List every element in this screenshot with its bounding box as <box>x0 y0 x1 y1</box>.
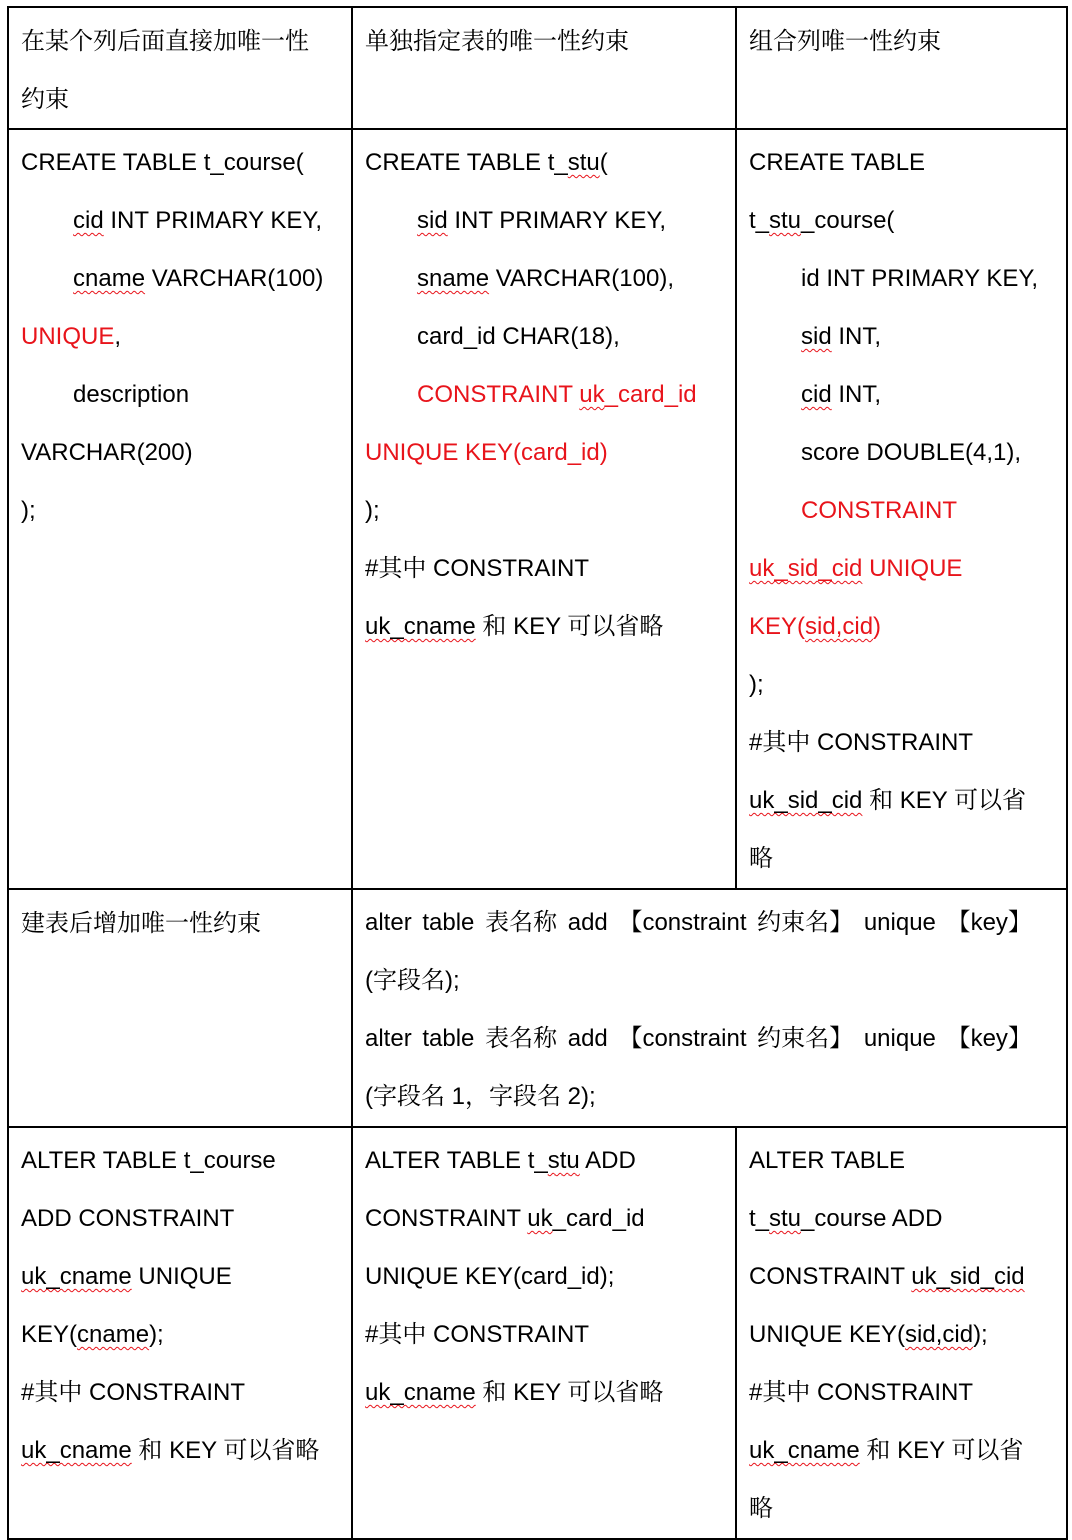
create-code-cell-3 <box>736 129 1067 889</box>
spellcheck-word: uk_cname <box>365 613 476 640</box>
code-line-highlight <box>365 366 725 424</box>
highlight-keyword: _card_id <box>604 381 697 408</box>
spellcheck-word: stu <box>547 1147 580 1174</box>
row-label: 建表后增加唯一性约束 <box>21 909 261 937</box>
spellcheck-word: stu <box>567 149 600 176</box>
code-text: ALTER TABLE t_ <box>365 1147 548 1174</box>
code-line: VARCHAR(200) <box>21 439 193 466</box>
highlight-keyword: KEY( <box>749 613 806 640</box>
header-cell-table-unique <box>352 7 736 129</box>
create-code-cell-1 <box>8 129 352 889</box>
spellcheck-word: uk <box>527 1205 553 1232</box>
code-line <box>21 192 341 250</box>
code-comment <box>365 1364 725 1422</box>
code-line <box>749 1306 1056 1364</box>
alter-syntax-row <box>8 889 1067 1127</box>
code-comment: #其中 CONSTRAINT <box>365 1321 590 1348</box>
code-line: card_id CHAR(18), <box>417 323 620 350</box>
alter-code-cell-3 <box>736 1127 1067 1539</box>
code-comment <box>21 1422 341 1480</box>
syntax-line: (字段名 1，字段名 2); <box>365 1083 596 1110</box>
code-comment <box>749 772 1056 830</box>
spellcheck-word: uk_cname <box>21 1437 132 1464</box>
spellcheck-word: uk_sid_cid <box>911 1263 1025 1290</box>
code-comment: 略 <box>749 845 773 872</box>
spellcheck-word: cid <box>73 207 104 234</box>
spellcheck-word: sid,cid <box>905 1321 974 1348</box>
code-text: _course ADD <box>801 1205 943 1232</box>
code-line: CREATE TABLE <box>749 149 926 176</box>
code-line <box>749 366 1056 424</box>
code-line <box>749 192 1056 250</box>
code-text: ADD <box>579 1147 636 1174</box>
code-comment: #其中 CONSTRAINT <box>21 1379 246 1406</box>
spellcheck-word: uk_cname <box>749 1437 860 1464</box>
code-text: INT, <box>831 381 882 408</box>
code-line: CREATE TABLE t_course( <box>21 149 304 176</box>
code-text: INT PRIMARY KEY, <box>447 207 666 234</box>
alter-syntax-cell <box>352 889 1067 1127</box>
code-text: CREATE TABLE t_ <box>365 149 568 176</box>
code-line: description <box>73 381 190 408</box>
spellcheck-word: cid <box>801 381 832 408</box>
code-line <box>749 308 1056 366</box>
code-line-highlight <box>749 540 1056 598</box>
spellcheck-word: cname <box>77 1321 150 1348</box>
spellcheck-word: uk_sid_cid <box>749 787 863 814</box>
header-text: 组合列唯一性约束 <box>749 27 941 55</box>
code-line <box>21 250 341 308</box>
highlight-keyword: UNIQUE <box>862 555 963 582</box>
highlight-keyword: CONSTRAINT <box>417 381 580 408</box>
spellcheck-word: sid <box>801 323 832 350</box>
spellcheck-word: cname <box>73 265 146 292</box>
code-text: t_ <box>749 207 770 234</box>
spellcheck-word: sid,cid <box>805 613 874 640</box>
code-text: 和 KEY 可以省 <box>862 787 1026 814</box>
code-line <box>365 1132 725 1190</box>
code-comment: #其中 CONSTRAINT <box>749 1379 974 1406</box>
code-line <box>21 1248 341 1306</box>
code-text: 和 KEY 可以省略 <box>475 1379 664 1406</box>
header-cell-composite-unique <box>736 7 1067 129</box>
code-text: 和 KEY 可以省 <box>859 1437 1024 1464</box>
code-text: ); <box>149 1321 164 1348</box>
alter-code-cell-1 <box>8 1127 352 1539</box>
alter-syntax-label-cell <box>8 889 352 1127</box>
code-comment: 略 <box>749 1495 773 1522</box>
code-line <box>365 134 725 192</box>
highlight-keyword: UNIQUE <box>21 323 115 350</box>
code-text: , <box>114 323 122 350</box>
code-text: CONSTRAINT <box>749 1263 912 1290</box>
syntax-line: (字段名); <box>365 967 460 994</box>
code-text: 和 KEY 可以省略 <box>131 1437 320 1464</box>
code-text: VARCHAR(100) <box>145 265 324 292</box>
header-row <box>8 7 1067 129</box>
create-code-cell-2 <box>352 129 736 889</box>
code-text: KEY( <box>21 1321 78 1348</box>
code-line: id INT PRIMARY KEY, <box>801 265 1038 292</box>
code-line <box>365 192 725 250</box>
code-line: ADD CONSTRAINT <box>21 1205 235 1232</box>
code-text: INT PRIMARY KEY, <box>103 207 322 234</box>
code-line: ); <box>21 497 36 524</box>
code-line <box>365 250 725 308</box>
code-line: score DOUBLE(4,1), <box>801 439 1022 466</box>
code-line-highlight: CONSTRAINT <box>801 497 957 524</box>
alter-code-cell-2 <box>352 1127 736 1539</box>
code-text: INT, <box>831 323 882 350</box>
spellcheck-word: uk_sid_cid <box>749 555 863 582</box>
code-comment <box>365 598 725 656</box>
code-text: UNIQUE KEY( <box>749 1321 906 1348</box>
code-line <box>749 1190 1056 1248</box>
spellcheck-word: stu <box>769 207 802 234</box>
header-text: 在某个列后面直接加唯一性 <box>21 27 309 55</box>
code-text: ( <box>599 149 608 176</box>
code-text: t_ <box>749 1205 770 1232</box>
code-line: ALTER TABLE t_course <box>21 1147 276 1174</box>
code-text: 和 KEY 可以省略 <box>475 613 664 640</box>
code-text: UNIQUE <box>131 1263 232 1290</box>
alter-table-row <box>8 1127 1067 1539</box>
code-line: ); <box>749 671 764 698</box>
code-text: _card_id <box>552 1205 645 1232</box>
spellcheck-word: sid <box>417 207 448 234</box>
create-table-row <box>8 129 1067 889</box>
code-line <box>21 1306 341 1364</box>
code-line <box>365 1190 725 1248</box>
code-line-highlight: UNIQUE KEY(card_id) <box>365 439 608 466</box>
code-line-highlight <box>749 598 1056 656</box>
code-text: _course( <box>801 207 895 234</box>
highlight-keyword: ) <box>873 613 882 640</box>
spellcheck-word: uk <box>579 381 605 408</box>
code-text: ); <box>973 1321 988 1348</box>
code-line: ALTER TABLE <box>749 1147 906 1174</box>
spellcheck-word: stu <box>769 1205 802 1232</box>
code-text: CONSTRAINT <box>365 1205 528 1232</box>
code-line: ); <box>365 497 380 524</box>
header-cell-column-unique <box>8 7 352 129</box>
unique-constraint-table <box>7 6 1068 1540</box>
code-comment: #其中 CONSTRAINT <box>365 555 590 582</box>
syntax-line: alter table 表名称 add 【constraint 约束名】 unique 【key】 <box>365 909 1032 936</box>
code-line <box>21 308 341 366</box>
header-text: 单独指定表的唯一性约束 <box>365 27 629 55</box>
code-text: VARCHAR(100), <box>489 265 674 292</box>
header-text: 约束 <box>21 85 69 113</box>
syntax-line: alter table 表名称 add 【constraint 约束名】 unique 【key】 <box>365 1025 1032 1052</box>
spellcheck-word: uk_cname <box>365 1379 476 1406</box>
code-comment <box>749 1422 1056 1480</box>
code-comment: #其中 CONSTRAINT <box>749 729 974 756</box>
spellcheck-word: sname <box>417 265 490 292</box>
spellcheck-word: uk_cname <box>21 1263 132 1290</box>
code-line: UNIQUE KEY(card_id); <box>365 1263 615 1290</box>
code-line <box>749 1248 1056 1306</box>
